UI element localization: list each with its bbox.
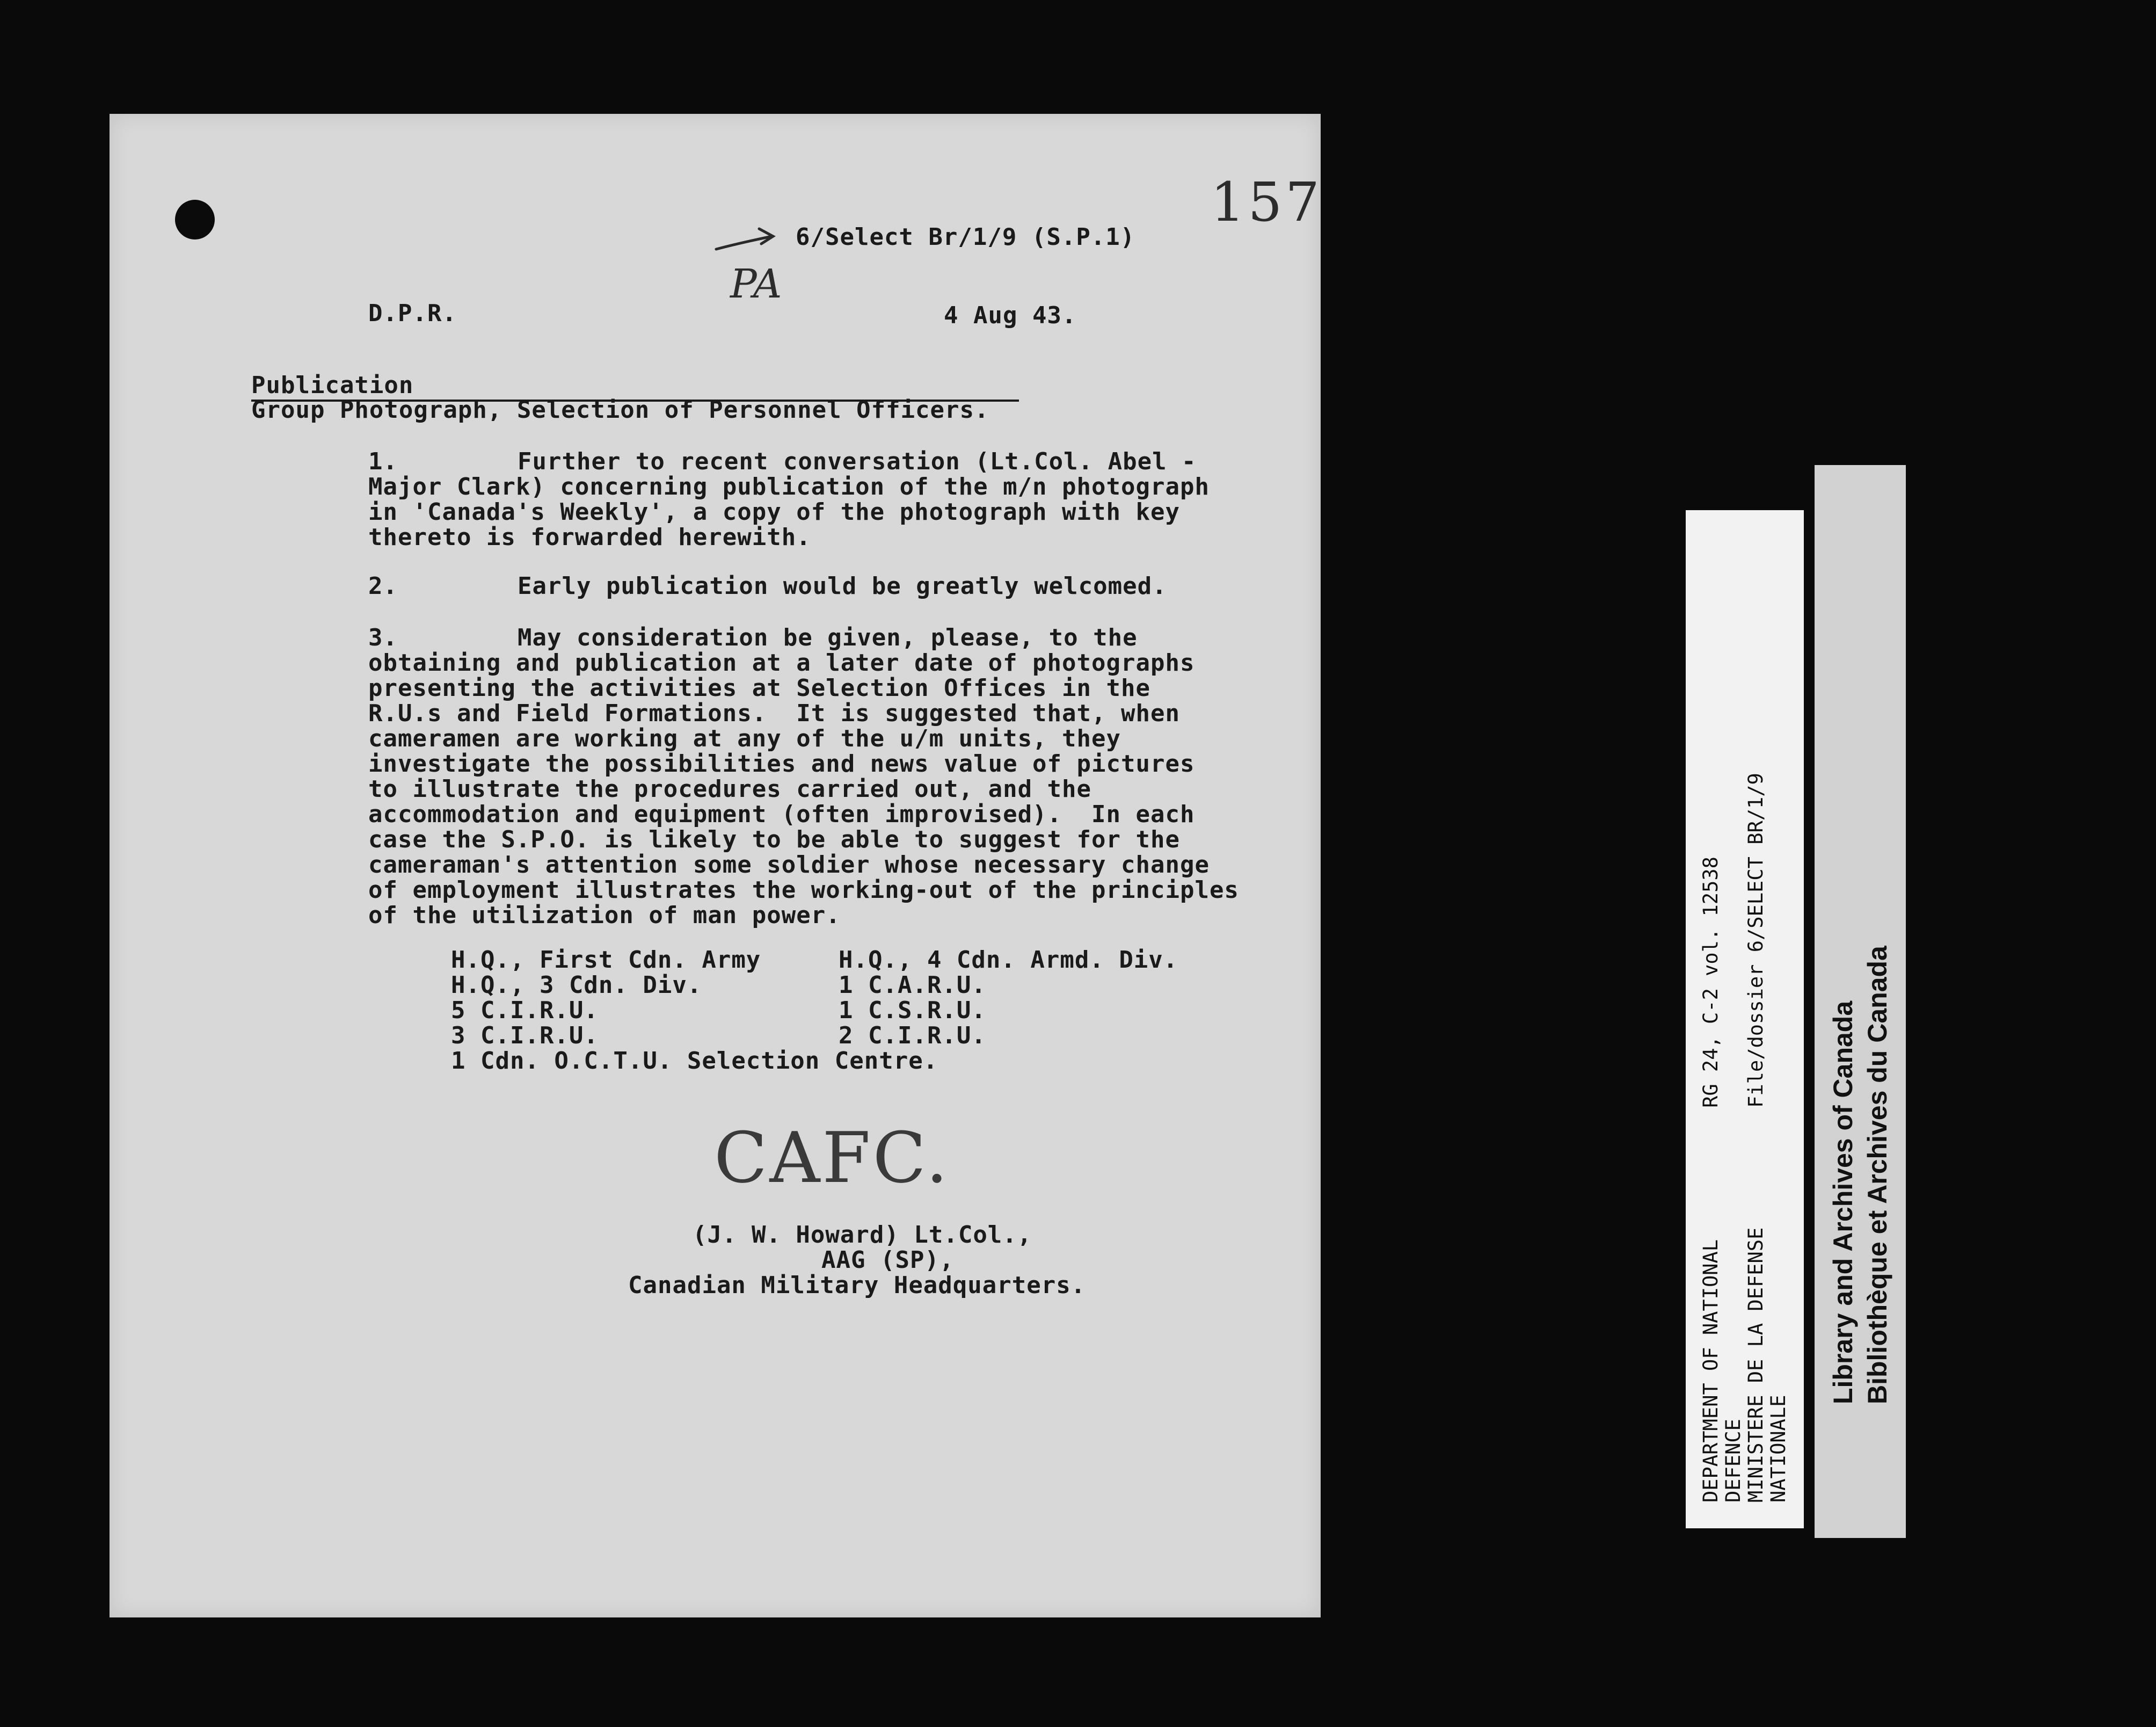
file-reference: 6/Select Br/1/9 (S.P.1) xyxy=(796,223,1135,251)
archive-label-line-2: DEFENCE xyxy=(1722,1419,1745,1503)
addressee: D.P.R. xyxy=(368,300,457,327)
paragraph-3-line-6: investigate the possibilities and news value of pictures xyxy=(368,750,1195,778)
paragraph-1-line-2: Major Clark) concerning publication of the m/n photograph xyxy=(368,473,1210,500)
archive-label-line-1: DEPARTMENT OF NATIONAL RG 24, C-2 vol. 12538 xyxy=(1699,857,1722,1503)
paragraph-3-line-3: presenting the activities at Selection Offices in the xyxy=(368,674,1150,702)
archive-brand-fr: Bibliothèque et Archives du Canada xyxy=(1862,946,1892,1404)
handwritten-page-number: 157 xyxy=(1211,171,1323,234)
handwritten-arrow-icon xyxy=(714,226,778,258)
paragraph-3-line-2: obtaining and publication at a later date of photographs xyxy=(368,649,1195,677)
paragraph-3-line-5: cameramen are working at any of the u/m units, they xyxy=(368,725,1121,752)
unit-right-2: 1 C.A.R.U. xyxy=(839,971,986,999)
archive-brand-label xyxy=(1815,465,1906,1538)
paragraph-3-line-7: to illustrate the procedures carried out, and the xyxy=(368,775,1092,803)
paragraph-1-line-3: in 'Canada's Weekly', a copy of the photograph with key xyxy=(368,498,1180,526)
archive-brand-text xyxy=(1826,599,1895,1404)
handwritten-pa-mark: PA xyxy=(730,261,782,307)
signature-org: Canadian Military Headquarters. xyxy=(628,1272,1086,1299)
archive-catalogue-text xyxy=(1700,536,1790,1503)
paragraph-3-line-10: cameraman's attention some soldier whose necessary change xyxy=(368,851,1210,879)
subject-heading: Publication xyxy=(251,372,414,399)
unit-right-1: H.Q., 4 Cdn. Armd. Div. xyxy=(839,946,1178,974)
unit-left-3: 5 C.I.R.U. xyxy=(451,997,599,1024)
paragraph-3-line-11: of employment illustrates the working-out of the principles xyxy=(368,876,1239,904)
paragraph-2-first-line: Early publication would be greatly welcomed. xyxy=(518,572,1167,600)
archive-brand-en: Library and Archives of Canada xyxy=(1828,1000,1858,1404)
archive-label-line-4: NATIONALE xyxy=(1767,1395,1790,1503)
archive-catalogue-label xyxy=(1686,510,1804,1528)
paragraph-3-line-4: R.U.s and Field Formations. It is suggested that, when xyxy=(368,700,1180,727)
punch-hole xyxy=(175,200,215,240)
letter-date: 4 Aug 43. xyxy=(944,302,1077,329)
paragraph-3-line-12: of the utilization of man power. xyxy=(368,902,841,929)
archive-label-line-3: MINISTERE DE LA DEFENSE File/dossier 6/SELECT BR/1/9 xyxy=(1744,773,1767,1503)
paragraph-3-number: 3. xyxy=(368,624,398,651)
paragraph-1-number: 1. xyxy=(368,448,398,475)
paragraph-2-number: 2. xyxy=(368,572,398,600)
unit-left-2: H.Q., 3 Cdn. Div. xyxy=(451,971,702,999)
paragraph-3-line-8: accommodation and equipment (often improvised). In each xyxy=(368,801,1195,828)
unit-last: 1 Cdn. O.C.T.U. Selection Centre. xyxy=(451,1047,938,1075)
unit-left-4: 3 C.I.R.U. xyxy=(451,1022,599,1049)
unit-right-3: 1 C.S.R.U. xyxy=(839,997,986,1024)
paragraph-1-line-4: thereto is forwarded herewith. xyxy=(368,524,811,551)
unit-right-4: 2 C.I.R.U. xyxy=(839,1022,986,1049)
paragraph-3-first-line: May consideration be given, please, to the xyxy=(518,624,1138,651)
paragraph-3-line-9: case the S.P.O. is likely to be able to suggest for the xyxy=(368,826,1180,853)
signature-role: AAG (SP), xyxy=(821,1246,955,1274)
paragraph-1-first-line: Further to recent conversation (Lt.Col. Abel - xyxy=(518,448,1197,475)
signature-name: (J. W. Howard) Lt.Col., xyxy=(693,1221,1032,1249)
unit-left-1: H.Q., First Cdn. Army xyxy=(451,946,761,974)
subject-line: Group Photograph, Selection of Personnel Officers. xyxy=(251,396,989,424)
handwritten-initials: CAFC. xyxy=(714,1117,950,1199)
